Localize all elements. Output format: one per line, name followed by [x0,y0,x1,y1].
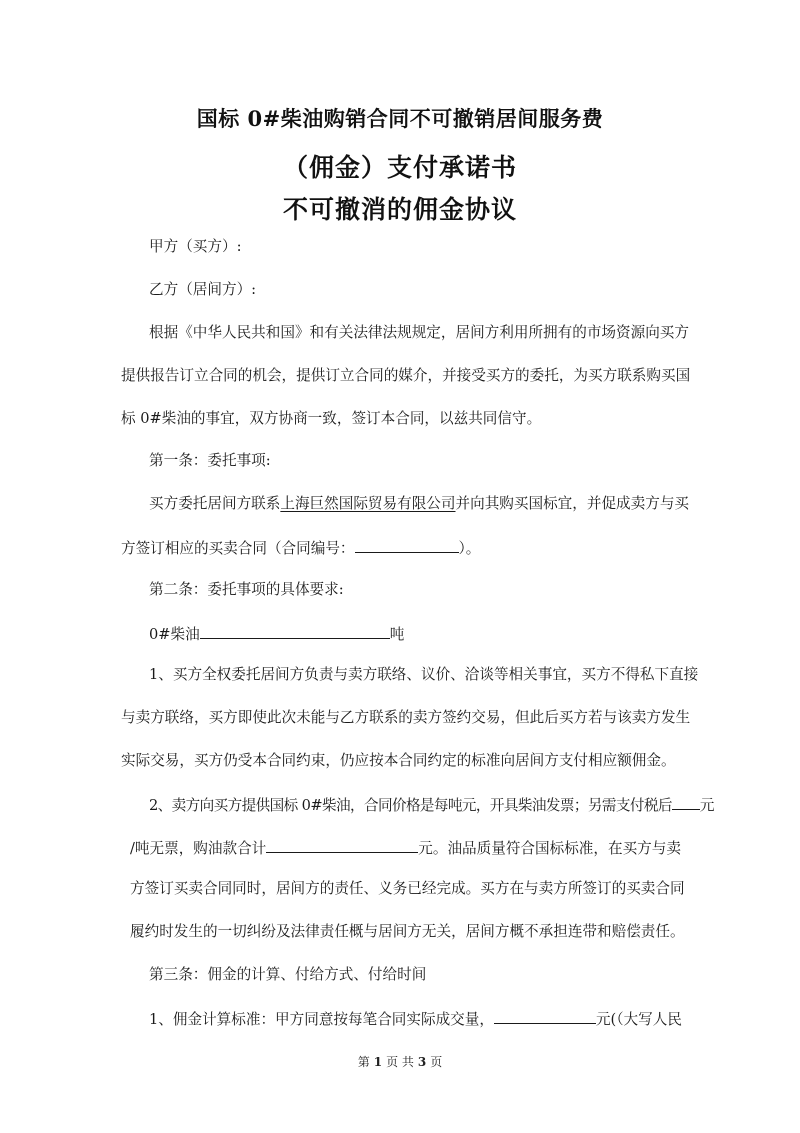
footer-prefix: 第 [357,1055,370,1069]
party-a-label: 甲方（买方）: [149,238,242,255]
article-1-line-2-pre: 方签订相应的买卖合同（合同编号： [121,540,355,557]
article-3-heading: 第三条：佣金的计算、付给方式、付给时间 [149,966,427,983]
article-1-heading: 第一条：委托事项: [149,452,271,469]
current-page-number: 1 [373,1055,383,1069]
party-b-label: 乙方（居间方）: [149,281,257,298]
article-2-p1-line-2: 与卖方联络，买方即使此次未能与乙方联系的卖方签约交易，但此后买方若与该卖方发生 [121,709,691,726]
tax-price-blank [672,794,700,810]
article-3-p1-post: 元(（大写人民 [595,1011,682,1028]
article-2-heading: 第二条：委托事项的具体要求: [149,581,344,598]
article-1-line-2-post: ）。 [458,540,481,557]
contract-number-blank [355,537,459,553]
commission-rate-blank [494,1008,596,1024]
article-2-p2-line-2-pre: /吨无票，购油款合计 [130,840,267,857]
article-2-p2-line-2 [130,837,681,859]
intro-line-1: 根据《中华人民共和国》和有关法律法规规定，居间方利用所拥有的市场资源向买方 [149,324,689,341]
document-title-line-2: （佣金）支付承诺书 [282,153,517,182]
article-2-p2-line-4: 履约时发生的一切纠纷及法律责任概与居间方无关，居间方概不承担连带和赔偿责任。 [130,923,685,940]
page-footer [0,1053,800,1070]
article-2-p2-line-1-pre: 2、卖方向买方提供国标 0#柴油，合同价格是每吨元，开具柴油发票；另需支付税后 [149,797,672,814]
intro-line-3: 标 0#柴油的事宜，双方协商一致，签订本合同，以兹共同信守。 [121,410,542,427]
total-pages-number: 3 [417,1055,427,1069]
document-title-line-1: 国标 0#柴油购销合同不可撤销居间服务费 [196,106,604,131]
diesel-unit: 吨 [389,626,405,643]
article-1-line-1-pre: 买方委托居间方联系 [149,495,281,512]
article-2-p2-line-1 [149,794,714,816]
article-1-line-1 [149,494,689,514]
article-2-p1-line-3: 实际交易，买方仍受本合同约束，仍应按本合同约定的标准向居间方支付相应额佣金。 [121,752,676,769]
seller-company-name: 上海巨然国际贸易有限公司 [280,495,456,512]
diesel-quantity-line [149,623,404,645]
document-title-line-3: 不可撤消的佣金协议 [282,195,517,224]
intro-line-2: 提供报告订立合同的机会，提供订立合同的媒介，并接受买方的委托，为买方联系购买国 [121,367,691,384]
diesel-quantity-blank [200,623,390,639]
article-1-line-1-post: 并向其购买国标宜，并促成卖方与买 [455,495,690,512]
article-3-p1-line-1 [149,1008,682,1030]
article-2-p2-line-1-post: 元 [699,797,714,814]
article-2-p2-line-2-post: 元。油品质量符合国标标准，在买方与卖 [418,840,681,857]
total-payment-blank [266,837,418,853]
article-1-line-2 [121,537,480,559]
footer-middle: 页 共 [386,1055,414,1069]
article-2-p2-line-3: 方签订买卖合同同时，居间方的责任、义务已经完成。买方在与卖方所签订的买卖合同 [130,880,685,897]
article-2-p1-line-1: 1、买方全权委托居间方负责与卖方联络、议价、洽谈等相关事宜，买方不得私下直接 [149,666,699,683]
footer-suffix: 页 [430,1055,443,1069]
diesel-label: 0#柴油 [149,626,200,643]
article-3-p1-pre: 1、佣金计算标准：甲方同意按每笔合同实际成交量， [149,1011,494,1028]
